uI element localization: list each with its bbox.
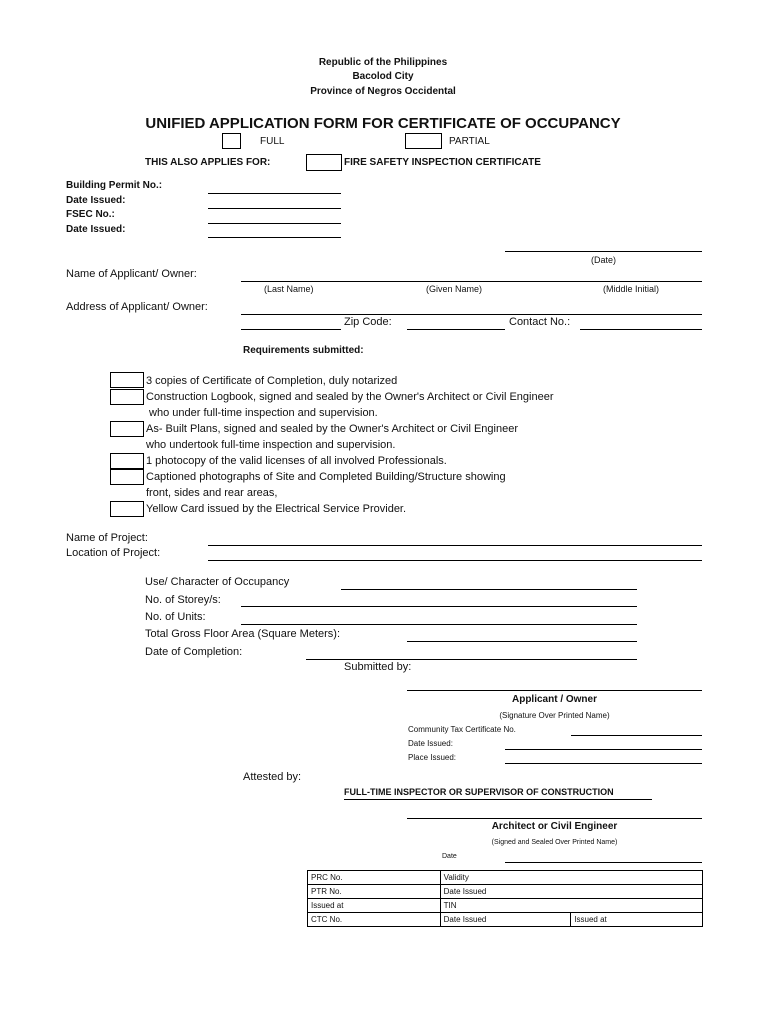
ptr-no-cell[interactable]: PTR No. [308, 885, 441, 899]
requirement-item: Captioned photographs of Site and Completed Building/Structure showing [146, 471, 506, 483]
floor-area-field[interactable] [407, 641, 637, 642]
requirement-item: 3 copies of Certificate of Completion, duly notarized [146, 375, 398, 387]
storeys-field[interactable] [241, 606, 637, 607]
fsic-label: FIRE SAFETY INSPECTION CERTIFICATE [344, 157, 541, 168]
zip-code-field[interactable] [407, 329, 505, 330]
inspector-heading-underline [344, 799, 652, 800]
requirement-checkbox-3[interactable] [110, 421, 144, 437]
use-occupancy-label: Use/ Character of Occupancy [145, 576, 290, 588]
applicant-name-field[interactable] [241, 281, 702, 282]
engineer-signature-field[interactable] [407, 818, 702, 819]
issued-at-cell[interactable]: Issued at [308, 899, 441, 913]
last-name-caption: (Last Name) [264, 284, 314, 294]
requirement-checkbox-6[interactable] [110, 501, 144, 517]
ctc-place-issued-field[interactable] [505, 763, 702, 764]
zip-code-label: Zip Code: [344, 316, 392, 328]
completion-date-label: Date of Completion: [145, 646, 243, 658]
address-field-2[interactable] [241, 329, 341, 330]
date-issued-field-2[interactable] [208, 237, 341, 238]
ctc-date-issued-field[interactable] [505, 749, 702, 750]
date-issued-label-2: Date Issued: [66, 224, 126, 235]
requirement-checkbox-1[interactable] [110, 372, 144, 388]
ctc-place-issued-label: Place Issued: [408, 753, 457, 762]
project-name-label: Name of Project: [66, 532, 148, 544]
units-field[interactable] [241, 624, 637, 625]
ctc-issued-at-cell[interactable]: Issued at [571, 913, 703, 927]
requirement-item: who under full-time inspection and supervision. [146, 407, 378, 419]
engineer-title: Architect or Civil Engineer [491, 821, 618, 832]
header-line-1: Republic of the Philippines [318, 57, 448, 68]
contact-no-label: Contact No.: [509, 316, 571, 328]
attested-by-label: Attested by: [243, 771, 302, 783]
requirement-item: who undertook full-time inspection and supervision. [146, 439, 396, 451]
header-line-2: Bacolod City [352, 71, 414, 82]
project-location-label: Location of Project: [66, 547, 161, 559]
completion-date-field[interactable] [306, 659, 637, 660]
use-occupancy-field[interactable] [341, 589, 637, 590]
applicant-signature-field[interactable] [407, 690, 702, 691]
header-line-3: Province of Negros Occidental [310, 86, 456, 97]
submitted-by-label: Submitted by: [344, 661, 412, 673]
requirement-item: Yellow Card issued by the Electrical Service Provider. [146, 503, 407, 515]
tin-cell[interactable]: TIN [440, 899, 702, 913]
ctc-no-cell[interactable]: CTC No. [308, 913, 441, 927]
partial-label: PARTIAL [449, 136, 490, 147]
project-name-field[interactable] [208, 545, 702, 546]
requirement-item: 1 photocopy of the valid licenses of all involved Professionals. [146, 455, 447, 467]
fsec-label: FSEC No.: [66, 209, 115, 220]
requirement-item: front, sides and rear areas, [146, 487, 278, 499]
table-row [308, 885, 703, 899]
ctc-field[interactable] [571, 735, 702, 736]
requirement-item: As- Built Plans, signed and sealed by the Owner's Architect or Civil Engineer [146, 423, 519, 435]
ptr-date-issued-cell[interactable]: Date Issued [440, 885, 702, 899]
date-issued-field-1[interactable] [208, 208, 341, 209]
storeys-label: No. of Storey/s: [145, 594, 221, 606]
building-permit-field[interactable] [208, 193, 341, 194]
ctc-date-issued-cell[interactable]: Date Issued [440, 913, 571, 927]
date-caption: (Date) [590, 255, 616, 265]
ctc-label: Community Tax Certificate No. [408, 725, 516, 734]
applicant-signature-caption: (Signature Over Printed Name) [499, 711, 610, 720]
given-name-caption: (Given Name) [426, 284, 483, 294]
full-label: FULL [260, 136, 285, 147]
applies-for-label: THIS ALSO APPLIES FOR: [145, 157, 271, 168]
form-title: UNIFIED APPLICATION FORM FOR CERTIFICATE OF OCCUPANCY [145, 115, 621, 132]
validity-cell[interactable]: Validity [440, 871, 702, 885]
inspector-heading: FULL-TIME INSPECTOR OR SUPERVISOR OF CONSTRUCTION [344, 787, 614, 797]
requirement-checkbox-5[interactable] [110, 469, 144, 485]
contact-no-field[interactable] [580, 329, 702, 330]
engineer-date-label: Date [442, 853, 457, 860]
date-field[interactable] [505, 251, 702, 252]
table-row [308, 899, 703, 913]
engineer-signature-caption: (Signed and Sealed Over Printed Name) [491, 839, 618, 846]
fsic-checkbox[interactable] [306, 154, 342, 171]
prc-no-cell[interactable]: PRC No. [308, 871, 441, 885]
table-row [308, 871, 703, 885]
engineer-date-field[interactable] [505, 862, 702, 863]
building-permit-label: Building Permit No.: [66, 180, 163, 191]
credentials-table [307, 870, 703, 927]
requirement-checkbox-2[interactable] [110, 389, 144, 405]
date-issued-label-1: Date Issued: [66, 195, 126, 206]
floor-area-label: Total Gross Floor Area (Square Meters): [145, 628, 341, 640]
address-field[interactable] [241, 314, 702, 315]
applicant-name-label: Name of Applicant/ Owner: [66, 268, 197, 280]
requirement-checkbox-4[interactable] [110, 453, 144, 469]
project-location-field[interactable] [208, 560, 702, 561]
address-label: Address of Applicant/ Owner: [66, 301, 208, 313]
full-checkbox[interactable] [222, 133, 241, 149]
requirement-item: Construction Logbook, signed and sealed by the Owner's Architect or Civil Engineer [146, 391, 554, 403]
partial-checkbox[interactable] [405, 133, 442, 149]
units-label: No. of Units: [145, 611, 206, 623]
ctc-date-issued-label: Date Issued: [408, 739, 453, 748]
applicant-owner-title: Applicant / Owner [511, 694, 597, 705]
fsec-field[interactable] [208, 223, 341, 224]
middle-initial-caption: (Middle Initial) [603, 284, 660, 294]
table-row [308, 913, 703, 927]
requirements-heading: Requirements submitted: [243, 345, 364, 356]
